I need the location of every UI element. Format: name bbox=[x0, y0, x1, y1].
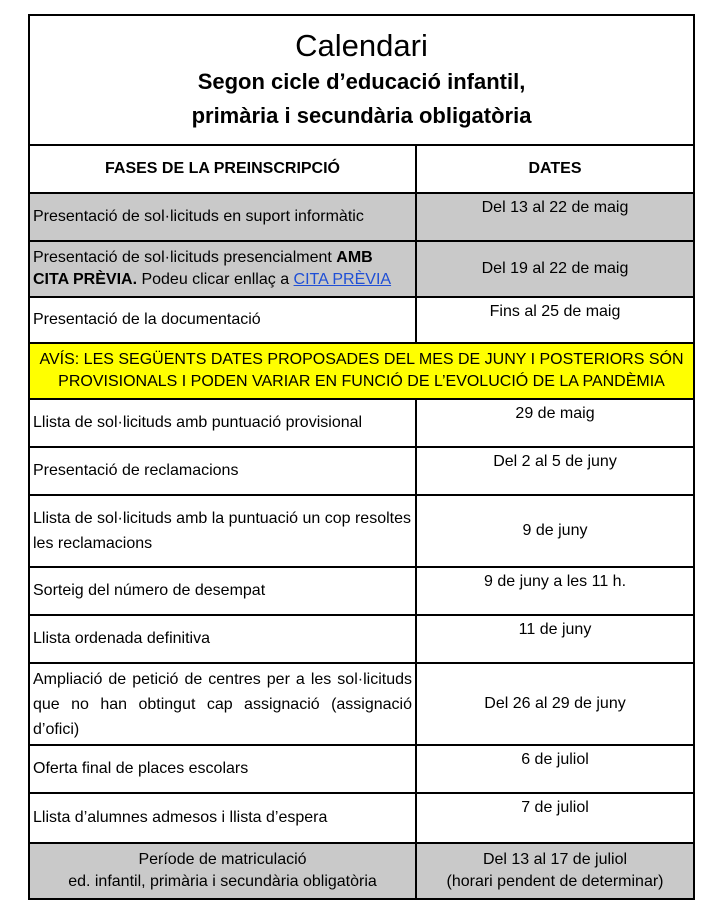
table-row bbox=[29, 793, 694, 843]
table-row bbox=[29, 447, 694, 495]
header-row bbox=[29, 15, 694, 145]
phase-cell bbox=[29, 241, 416, 297]
date-cell: 11 de juny bbox=[416, 615, 694, 663]
column-header-row bbox=[29, 145, 694, 193]
calendar-table bbox=[28, 14, 695, 900]
column-header-phases: FASES DE LA PREINSCRIPCIÓ bbox=[29, 145, 416, 193]
date-cell: 9 de juny a les 11 h. bbox=[416, 567, 694, 615]
table-row bbox=[29, 399, 694, 447]
date-cell: Del 2 al 5 de juny bbox=[416, 447, 694, 495]
date-cell: 6 de juliol bbox=[416, 745, 694, 793]
phase-cell: Presentació de la documentació bbox=[29, 297, 416, 343]
notice-line1: AVÍS: LES SEGÜENTS DATES PROPOSADES DEL MES DE JUNY I POSTERIORS SÓN bbox=[39, 351, 684, 368]
header-cell bbox=[29, 15, 694, 145]
phase-text: Presentació de sol·licituds presencialment bbox=[33, 249, 337, 266]
phase-cell: Ampliació de petició de centres per a les sol·licituds que no han obtingut cap assignació (assignació d’ofici) bbox=[29, 663, 416, 745]
table-row bbox=[29, 615, 694, 663]
notice-cell bbox=[29, 343, 694, 399]
phase-cell: Presentació de sol·licituds en suport informàtic bbox=[29, 193, 416, 241]
date-cell: 7 de juliol bbox=[416, 793, 694, 843]
phase-cell: Sorteig del número de desempat bbox=[29, 567, 416, 615]
phase-cell: Presentació de reclamacions bbox=[29, 447, 416, 495]
table-row bbox=[29, 745, 694, 793]
table-row bbox=[29, 297, 694, 343]
table-row bbox=[29, 567, 694, 615]
table-row bbox=[29, 843, 694, 899]
date-cell: Del 19 al 22 de maig bbox=[416, 241, 694, 297]
phase-text-bold: AMB CITA PRÈVIA. bbox=[33, 249, 373, 288]
column-header-dates: DATES bbox=[416, 145, 694, 193]
date-cell: Del 13 al 22 de maig bbox=[416, 193, 694, 241]
cita-previa-link[interactable]: CITA PRÈVIA bbox=[293, 271, 392, 288]
date-line2: (horari pendent de determinar) bbox=[446, 873, 664, 890]
date-cell: 9 de juny bbox=[416, 495, 694, 567]
page-title: Calendari bbox=[295, 28, 428, 63]
page-subtitle-line2: primària i secundària obligatòria bbox=[191, 103, 532, 128]
phase-cell: Llista de sol·licituds amb puntuació provisional bbox=[29, 399, 416, 447]
date-cell: 29 de maig bbox=[416, 399, 694, 447]
notice-row bbox=[29, 343, 694, 399]
table-row bbox=[29, 663, 694, 745]
phase-text: Podeu clicar enllaç a bbox=[137, 271, 294, 288]
phase-line1: Període de matriculació bbox=[138, 851, 307, 868]
phase-cell: Llista de sol·licituds amb la puntuació un cop resoltes les reclamacions bbox=[29, 495, 416, 567]
notice-line2: PROVISIONALS I PODEN VARIAR EN FUNCIÓ DE L’EVOLUCIÓ DE LA PANDÈMIA bbox=[58, 373, 665, 390]
phase-cell: Llista ordenada definitiva bbox=[29, 615, 416, 663]
phase-cell: Oferta final de places escolars bbox=[29, 745, 416, 793]
table-row bbox=[29, 241, 694, 297]
date-cell: Del 26 al 29 de juny bbox=[416, 663, 694, 745]
date-cell: Fins al 25 de maig bbox=[416, 297, 694, 343]
phase-cell bbox=[29, 843, 416, 899]
date-line1: Del 13 al 17 de juliol bbox=[482, 851, 628, 868]
table-row bbox=[29, 495, 694, 567]
table-row bbox=[29, 193, 694, 241]
phase-line2: ed. infantil, primària i secundària obligatòria bbox=[68, 873, 377, 890]
date-cell bbox=[416, 843, 694, 899]
phase-cell: Llista d’alumnes admesos i llista d’espera bbox=[29, 793, 416, 843]
page-subtitle-line1: Segon cicle d’educació infantil, bbox=[197, 69, 526, 94]
